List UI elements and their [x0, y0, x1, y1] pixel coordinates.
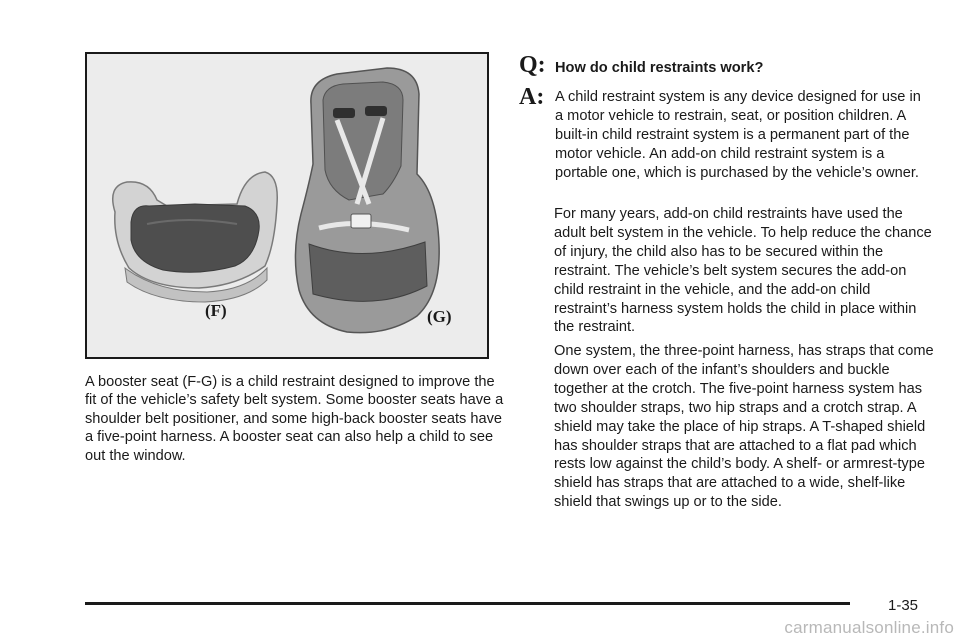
body-paragraph-belt-system: For many years, add-on child restraints have used the adult belt system in the vehicle. To help reduce the chance of injury, the child also has to be secured within the restraint. The vehicle’s belt system secures the add-on child restraint in the vehicle, and the add-on child restraint’s harness system holds the child in place within the restraint. — [554, 206, 932, 336]
figure-caption: A booster seat (F-G) is a child restraint designed to improve the fit of the vehicle’s safety belt system. Some booster seats have a shoulder belt positioner, and some high-back booster seats have a five-point harness. A booster seat can also help a child to see out the window. — [85, 374, 504, 464]
figure-label-f: (F) — [205, 301, 227, 320]
question-row — [519, 52, 939, 80]
answer-text: A child restraint system is any device designed for use in a motor vehicle to restrain, seat, or position children. A built-in child restraint system is a permanent part of the motor vehicle. An add-on child restraint system is a portable one, which is purchased by the vehicle’s owner. — [555, 89, 921, 181]
answer-marker: A: — [519, 84, 545, 110]
answer-row — [519, 84, 939, 183]
high-back-booster-seat — [295, 68, 439, 333]
question-text: How do child restraints work? — [555, 60, 764, 76]
booster-seat-drawing — [87, 54, 487, 357]
footer-rule — [85, 602, 850, 605]
question-answer-block — [519, 52, 939, 183]
watermark: carmanualsonline.info — [784, 618, 954, 637]
question-marker: Q: — [519, 52, 546, 78]
page-number: 1-35 — [888, 597, 919, 614]
figure-label-g: (G) — [427, 307, 452, 326]
body-paragraph-harness-types: One system, the three-point harness, has straps that come down over each of the infant’s shoulders and buckle together at the crotch. The five-point harness system has two shoulder straps, two hip straps and a crotch strap. A shield may take the place of hip straps. A T-shaped shield has shoulder straps that are attached to a flat pad which rests low against the child’s body. A shelf- or armrest-type shield has straps that are attached to a wide, shelf-like shield that swings up or to the side. — [554, 343, 934, 511]
booster-seat-illustration — [85, 52, 489, 359]
